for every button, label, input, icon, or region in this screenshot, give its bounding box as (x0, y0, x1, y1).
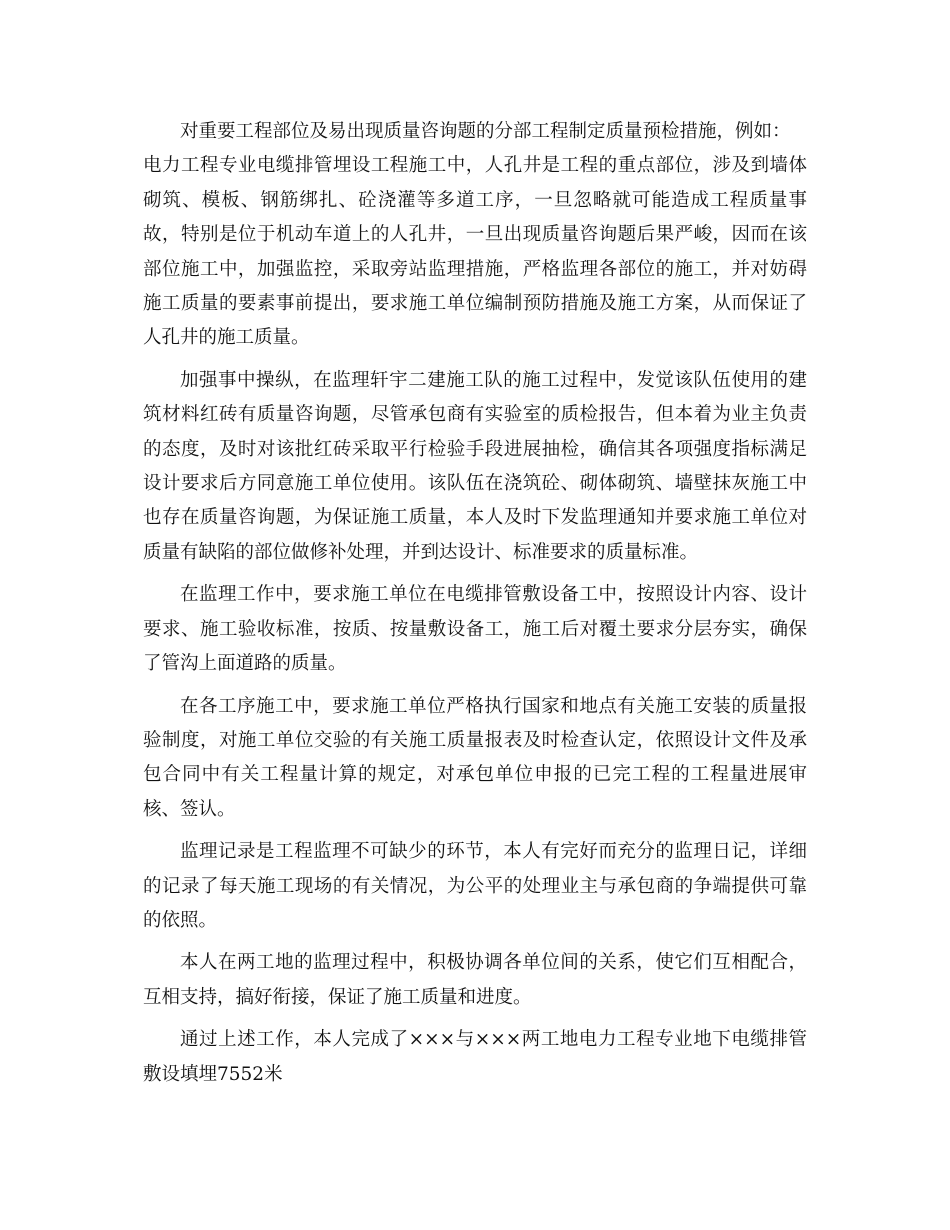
paragraph-intro: 对重要工程部位及易出现质量咨询题的分部工程制定质量预检措施，例如： (180, 121, 791, 142)
paragraph-work-summary: 通过上述工作，本人完成了×××与×××两工地电力工程专业地下电缆排管敷设填埋7552米 (143, 1029, 807, 1085)
paragraph-inspection-reporting: 在各工序施工中，要求施工单位严格执行国家和地点有关施工安装的质量报验制度，对施工单位交验的有关施工质量报表及时检查认定，依照设计文件及承包合同中有关工程量计算的规定，对承包单位申报的已完工程的工程量进展审核、签认。 (143, 695, 807, 820)
paragraph-cable-conduit-laying: 在监理工作中，要求施工单位在电缆排管敷设备工中，按照设计内容、设计要求、施工验收标准，按质、按量敷设备工，施工后对覆土要求分层夯实，确保了管沟上面道路的质量。 (143, 584, 807, 675)
paragraph-coordination: 本人在两工地的监理过程中，积极协调各单位间的关系，使它们互相配合，互相支持，搞好衔接，保证了施工质量和进度。 (143, 952, 807, 1008)
paragraph-supervision-records: 监理记录是工程监理不可缺少的环节，本人有完好而充分的监理日记，详细的记录了每天施工现场的有关情况，为公平的处理业主与承包商的争端提供可靠的依照。 (143, 841, 807, 931)
document-body (143, 115, 807, 1092)
paragraph-manhole-quality: 电力工程专业电缆排管埋设工程施工中，人孔井是工程的重点部位，涉及到墙体砌筑、模板、钢筋绑扎、砼浇灌等多道工序，一旦忽略就可能造成工程质量事故，特别是位于机动车道上的人孔井，一旦出现质量咨询题后果严峻，因而在该部位施工中，加强监控，采取旁站监理措施，严格监理各部位的施工，并对妨碍施工质量的要素事前提出，要求施工单位编制预防措施及施工方案，从而保证了人孔井的施工质量。 (143, 155, 807, 349)
paragraph-in-process-control: 加强事中操纵，在监理轩宇二建施工队的施工过程中，发觉该队伍使用的建筑材料红砖有质量咨询题，尽管承包商有实验室的质检报告，但本着为业主负责的态度，及时对该批红砖采取平行检验手段进展抽检，确信其各项强度指标满足设计要求后方同意施工单位使用。该队伍在浇筑砼、砌体砌筑、墙壁抹灰施工中也存在质量咨询题，为保证施工质量，本人及时下发监理通知并要求施工单位对质量有缺陷的部位做修补处理，并到达设计、标准要求的质量标准。 (143, 369, 807, 563)
